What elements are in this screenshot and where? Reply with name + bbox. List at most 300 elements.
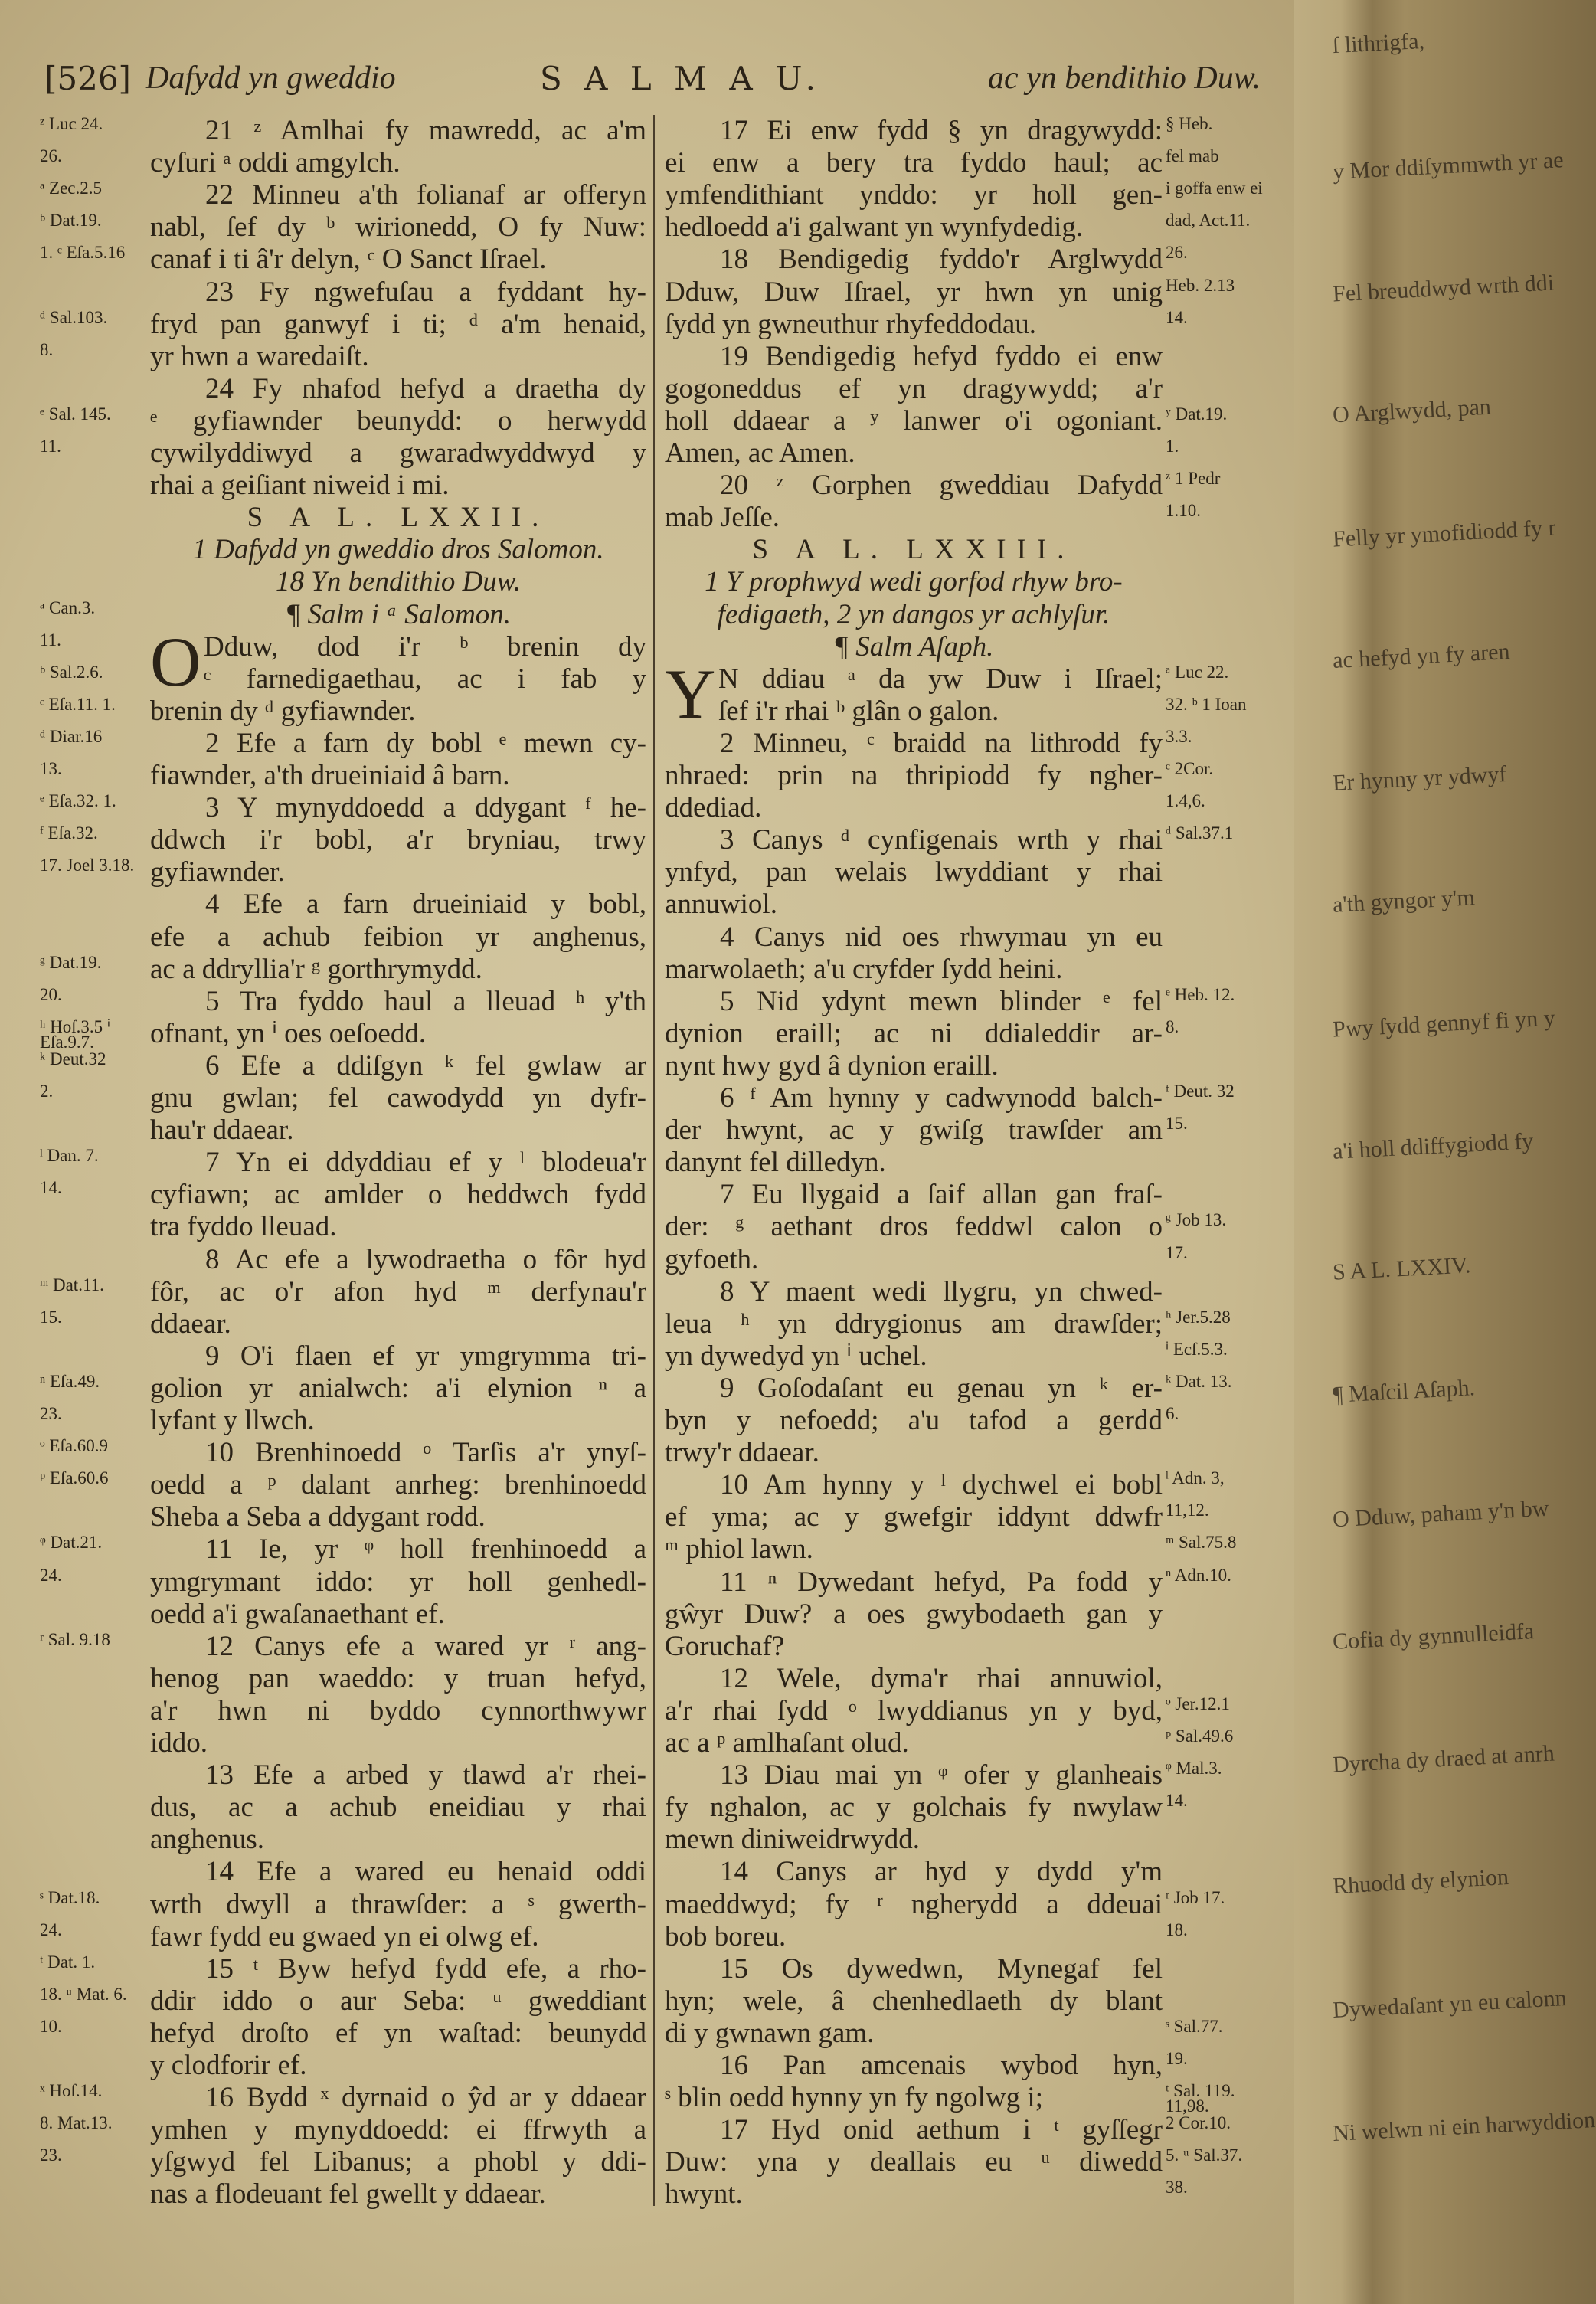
cross-reference-note: ᵗ Sal. 119. 11,98. bbox=[1166, 2081, 1235, 2116]
facing-page-text-fragment: Fel breuddwyd wrth ddi bbox=[1332, 270, 1555, 307]
line-text: 20 ᶻ Gorphen gweddiau Dafydd bbox=[720, 470, 1163, 502]
line-text: ei enw a bery tra fyddo haul; ac bbox=[665, 147, 1163, 179]
line-text: fryd pan ganwyf i ti; ᵈ a'm henaid, bbox=[150, 308, 646, 340]
line-text: 4 Efe a farn drueiniaid y bobl, bbox=[205, 889, 646, 921]
line-text: 5 Tra fyddo haul a lleuad ʰ y'th bbox=[205, 985, 646, 1017]
verse-line bbox=[665, 1533, 1163, 1566]
facing-page-text-fragment: y Mor ddiſymmwth yr ae bbox=[1332, 147, 1565, 185]
cross-reference-note: ⁿ Adn.10. bbox=[1166, 1565, 1231, 1585]
line-text: ddwch i'r bobl, a'r bryniau, trwy bbox=[150, 824, 646, 856]
verse-line bbox=[665, 1469, 1163, 1501]
line-text: 12 Wele, dyma'r rhai annuwiol, bbox=[720, 1662, 1163, 1694]
line-text: ynfyd, pan welais lwyddiant y rhai bbox=[665, 856, 1163, 889]
line-text: di y gwnawn gam. bbox=[665, 2017, 875, 2049]
verse-line bbox=[665, 728, 1163, 760]
line-text: ᵉ gyfiawnder beunydd: o herwydd bbox=[150, 404, 646, 437]
cross-reference-note: 15. bbox=[1166, 1114, 1188, 1134]
facing-page-text-fragment: Pwy ſydd gennyf fi yn y bbox=[1332, 1005, 1556, 1042]
line-text: ac a ddryllia'r ᵍ gorthrymydd. bbox=[150, 953, 482, 985]
line-text: 18 Yn bendithio Duw. bbox=[276, 566, 521, 598]
cross-reference-note: 14. bbox=[40, 1178, 62, 1198]
verse-line bbox=[665, 470, 1163, 502]
verse-line bbox=[665, 2178, 1163, 2211]
verse-line bbox=[665, 277, 1163, 309]
verse-line bbox=[150, 1953, 646, 1985]
verse-line bbox=[665, 1921, 1163, 1953]
facing-page-text-fragment: Cofia dy gynnulleidfa bbox=[1332, 1618, 1535, 1654]
line-text: ¶ Salm Aſaph. bbox=[833, 630, 994, 663]
line-text: ſef i'r rhai ᵇ glân o galon. bbox=[718, 695, 999, 727]
line-text: hwynt. bbox=[665, 2178, 743, 2211]
cross-reference-note: ʸ Dat.19. bbox=[1166, 404, 1228, 424]
line-text: a'r hwn ni byddo cynnorthwywr bbox=[150, 1694, 646, 1726]
cross-reference-note: 17. bbox=[1166, 1242, 1188, 1262]
cross-reference-note: 24. bbox=[40, 1565, 62, 1585]
line-text: maeddwyd; fy ʳ ngherydd a ddeuai bbox=[665, 1888, 1163, 1920]
verse-line bbox=[150, 2018, 646, 2050]
cross-reference-note: ᶠ Deut. 32 bbox=[1166, 1082, 1235, 1101]
line-text: gnu gwlan; fel cawodydd yn dyfr- bbox=[150, 1082, 646, 1114]
verse-line bbox=[665, 695, 1163, 728]
line-text: 9 O'i flaen ef yr ymgrymma tri- bbox=[205, 1340, 646, 1372]
line-text: hefyd droſto ef yn waſtad: beunydd bbox=[150, 2017, 646, 2049]
cross-reference-note: ʳ Sal. 9.18 bbox=[40, 1629, 110, 1649]
cross-reference-note: ᶻ Luc 24. bbox=[40, 114, 103, 133]
line-text: Goruchaf? bbox=[665, 1630, 785, 1662]
cross-reference-note: ᵖ Eſa.60.6 bbox=[40, 1468, 109, 1488]
line-text: 7 Yn ei ddyddiau ef y ˡ blodeua'r bbox=[205, 1147, 646, 1179]
line-text: 16 Pan amcenais wybod hyn, bbox=[720, 2050, 1163, 2081]
cross-reference-note: ᵠ Mal.3. bbox=[1166, 1759, 1222, 1779]
psalm-summary-line bbox=[150, 566, 646, 598]
line-text: trwy'r ddaear. bbox=[665, 1437, 819, 1469]
line-text: 17 Hyd onid aethum i ᵗ gyſſegr bbox=[720, 2114, 1163, 2146]
verse-line bbox=[150, 954, 646, 986]
line-text: ddediad. bbox=[665, 792, 762, 824]
verse-line bbox=[150, 1276, 646, 1308]
facing-page-text-fragment: O Arglwydd, pan bbox=[1332, 394, 1492, 428]
verse-line bbox=[665, 309, 1163, 341]
verse-line bbox=[665, 373, 1163, 405]
line-text: cywilyddiwyd a gwaradwyddwyd y bbox=[150, 437, 646, 469]
line-text: ddaear. bbox=[150, 1307, 231, 1340]
line-text: nabl, ſef dy ᵇ wirionedd, O fy Nuw: bbox=[150, 211, 646, 244]
cross-reference-note: ᶜ Eſa.11. 1. bbox=[40, 694, 116, 714]
verse-line bbox=[150, 1114, 646, 1147]
verse-line bbox=[150, 1501, 646, 1533]
line-text: ofnant, yn ⁱ oes oeſoedd. bbox=[150, 1017, 427, 1049]
line-text: mab Jeſſe. bbox=[665, 502, 780, 534]
line-text: 1 Dafydd yn gweddio dros Salomon. bbox=[192, 534, 604, 566]
verse-line bbox=[150, 1663, 646, 1695]
line-text: canaf i ti â'r delyn, ᶜ O Sanct Iſrael. bbox=[150, 244, 547, 276]
facing-page-text-fragment: Er hynny yr ydwyf bbox=[1332, 761, 1508, 796]
cross-reference-note: 5. ᵘ Sal.37. bbox=[1166, 2145, 1243, 2165]
verse-line bbox=[665, 1953, 1163, 1985]
line-text: 11 ⁿ Dywedant hefyd, Pa fodd y bbox=[720, 1566, 1163, 1598]
verse-line bbox=[665, 1695, 1163, 1727]
cross-reference-note: ᵍ Dat.19. bbox=[40, 952, 102, 972]
line-text: cyfiawn; ac amlder o heddwch fydd bbox=[150, 1179, 646, 1211]
line-text: 12 Canys efe a wared yr ʳ ang- bbox=[205, 1630, 646, 1662]
line-text: ¶ Salm i ᵃ Salomon. bbox=[285, 598, 512, 630]
line-text: ˢ blin oedd hynny yn fy ngolwg i; bbox=[665, 2082, 1043, 2114]
drop-cap: O bbox=[150, 622, 201, 701]
verse-line bbox=[150, 341, 646, 373]
verse-line bbox=[150, 1921, 646, 1953]
verse-line bbox=[150, 1631, 646, 1663]
line-text: 3 Canys ᵈ cynfigenais wrth y rhai bbox=[720, 824, 1163, 856]
verse-line bbox=[665, 437, 1163, 470]
line-text: yſgwyd fel Libanus; a phobl y ddi- bbox=[150, 2146, 646, 2178]
line-text: Sheba a Seba a ddygant rodd. bbox=[150, 1501, 486, 1533]
verse-line bbox=[150, 1599, 646, 1631]
verse-line bbox=[150, 1856, 646, 1888]
psalm-summary-line bbox=[150, 599, 646, 631]
verse-line bbox=[665, 1727, 1163, 1759]
line-text: gyfoeth. bbox=[665, 1243, 759, 1275]
verse-line bbox=[150, 211, 646, 244]
cross-reference-note: ᵐ Sal.75.8 bbox=[1166, 1533, 1237, 1553]
verse-line bbox=[150, 1759, 646, 1792]
line-text: Amen, ac Amen. bbox=[665, 437, 855, 469]
verse-line bbox=[150, 663, 646, 695]
line-text: lyfant y llwch. bbox=[150, 1405, 315, 1436]
line-text: bob boreu. bbox=[665, 1920, 787, 1952]
verse-line bbox=[150, 1985, 646, 2018]
verse-line bbox=[150, 1018, 646, 1050]
cross-reference-note: ᵃ Can.3. bbox=[40, 597, 96, 617]
facing-page-text-fragment: ſ lithrigfa, bbox=[1332, 28, 1425, 59]
line-text: der: ᵍ aethant dros feddwl calon o bbox=[665, 1211, 1163, 1243]
psalm-heading bbox=[150, 502, 646, 534]
verse-line bbox=[665, 1985, 1163, 2018]
cross-reference-note: ᵇ Sal.2.6. bbox=[40, 662, 103, 682]
cross-reference-note: ˣ Hoſ.14. bbox=[40, 2081, 103, 2101]
cross-reference-note: ᵈ Diar.16 bbox=[40, 726, 103, 746]
verse-line bbox=[150, 921, 646, 954]
line-text: 4 Canys nid oes rhwymau yn eu bbox=[720, 921, 1163, 953]
verse-line bbox=[665, 2114, 1163, 2146]
verse-line bbox=[665, 2082, 1163, 2114]
line-text: wrth dwyll a thrawſder: a ˢ gwerth- bbox=[150, 1888, 646, 1920]
verse-line bbox=[665, 1792, 1163, 1824]
line-text: ymfendithiant ynddo: yr holl gen- bbox=[665, 179, 1163, 211]
verse-line bbox=[665, 244, 1163, 276]
cross-reference-note: ⁿ Eſa.49. bbox=[40, 1371, 100, 1391]
verse-line bbox=[665, 1566, 1163, 1599]
psalm-summary-line bbox=[665, 599, 1163, 631]
cross-reference-note: 17. Joel 3.18. bbox=[40, 856, 135, 875]
line-text: danynt fel dilledyn. bbox=[665, 1147, 886, 1179]
verse-line bbox=[665, 405, 1163, 437]
verse-line bbox=[665, 1373, 1163, 1405]
cross-reference-note: ᶜ 2Cor. bbox=[1166, 759, 1214, 778]
line-text: 10 Brenhinoedd ᵒ Tarſis a'r ynyſ- bbox=[205, 1437, 646, 1469]
cross-reference-note: 6. bbox=[1166, 1404, 1179, 1423]
line-text: 15 Os dywedwn, Mynegaf fel bbox=[720, 1952, 1163, 1985]
line-text: ymgrymant iddo: yr holl genhedl- bbox=[150, 1566, 646, 1598]
line-text: ᶜ farnedigaethau, ac i fab y bbox=[204, 663, 646, 695]
verse-line bbox=[665, 1018, 1163, 1050]
cross-reference-note: ᵉ Eſa.32. 1. bbox=[40, 791, 116, 811]
cross-reference-note: 14. bbox=[1166, 307, 1188, 327]
psalm-summary-line bbox=[150, 534, 646, 566]
cross-reference-note: 18. bbox=[1166, 1919, 1188, 1939]
line-text: oedd a'i gwaſanaethant ef. bbox=[150, 1598, 445, 1630]
verse-line bbox=[150, 1244, 646, 1276]
cross-reference-note: 23. bbox=[40, 2145, 62, 2165]
verse-line bbox=[150, 405, 646, 437]
line-text: ac a ᵖ amlhaſant olud. bbox=[665, 1727, 909, 1759]
line-text: holl ddaear a ʸ lanwer o'i ogoniant. bbox=[665, 404, 1163, 437]
line-text: 13 Diau mai yn ᵠ ofer y glanheais bbox=[720, 1759, 1163, 1792]
cross-reference-note: ᵒ Jer.12.1 bbox=[1166, 1694, 1230, 1713]
cross-reference-note: ˡ Dan. 7. bbox=[40, 1146, 99, 1166]
line-text: rhai a geiſiant niweid i mi. bbox=[150, 470, 450, 502]
verse-line bbox=[150, 1533, 646, 1566]
cross-reference-note: 18. ᵘ Mat. 6. bbox=[40, 1984, 127, 2004]
verse-line bbox=[150, 2146, 646, 2178]
line-text: 2 Minneu, ᶜ braidd na lithrodd fy bbox=[720, 727, 1163, 759]
verse-line bbox=[665, 1050, 1163, 1082]
line-text: 14 Efe a wared eu henaid oddi bbox=[205, 1856, 646, 1888]
verse-line bbox=[665, 1276, 1163, 1308]
verse-line bbox=[665, 792, 1163, 824]
verse-line bbox=[150, 2114, 646, 2146]
verse-line bbox=[665, 1663, 1163, 1695]
verse-line bbox=[665, 2146, 1163, 2178]
verse-line bbox=[665, 824, 1163, 856]
cross-reference-note: § Heb. bbox=[1166, 114, 1213, 133]
line-text: hau'r ddaear. bbox=[150, 1114, 294, 1147]
line-text: 23 Fy ngwefuſau a fyddant hy- bbox=[205, 276, 646, 308]
verse-line bbox=[665, 502, 1163, 534]
line-text: 3 Y mynyddoedd a ddygant ᶠ he- bbox=[205, 792, 646, 824]
verse-line bbox=[150, 1695, 646, 1727]
verse-line bbox=[150, 1889, 646, 1921]
verse-line bbox=[150, 2082, 646, 2114]
line-text: gŵyr Duw? a oes gwybodaeth gan y bbox=[665, 1598, 1163, 1630]
drop-cap: Y bbox=[665, 654, 716, 733]
line-text: 16 Bydd ˣ dyrnaid o ŷd ar y ddaear bbox=[205, 2082, 646, 2114]
verse-line bbox=[150, 1179, 646, 1211]
cross-reference-note: ᵉ Sal. 145. bbox=[40, 404, 111, 424]
verse-line bbox=[150, 179, 646, 211]
verse-line bbox=[665, 1308, 1163, 1340]
line-text: byn y nefoedd; a'u tafod a gerdd bbox=[665, 1405, 1163, 1436]
line-text: 5 Nid ydynt mewn blinder ᵉ fel bbox=[720, 985, 1163, 1017]
line-text: nynt hwy gyd â dynion eraill. bbox=[665, 1049, 999, 1082]
line-text: dus, ac a achub eneidiau y rhai bbox=[150, 1792, 646, 1824]
cross-reference-note: ʳ Job 17. bbox=[1166, 1887, 1225, 1907]
verse-line bbox=[150, 309, 646, 341]
verse-line bbox=[150, 1373, 646, 1405]
line-text: oedd a ᵖ dalant anrheg: brenhinoedd bbox=[150, 1469, 646, 1501]
page-number: [526] bbox=[44, 60, 131, 97]
cross-reference-note: ᵃ Luc 22. bbox=[1166, 662, 1229, 682]
cross-reference-note: fel mab bbox=[1166, 146, 1219, 166]
line-text: ymhen y mynyddoedd: ei ffrwyth a bbox=[150, 2114, 646, 2146]
verse-line bbox=[150, 1340, 646, 1373]
line-text: gogoneddus ef yn dragywydd; a'r bbox=[665, 372, 1163, 404]
verse-line bbox=[665, 211, 1163, 244]
verse-line bbox=[150, 1792, 646, 1824]
cross-reference-note: ᵗ Dat. 1. bbox=[40, 1952, 96, 1972]
cross-reference-note: ᵍ Job 13. bbox=[1166, 1210, 1227, 1230]
line-text: fy nghalon, ac y golchais fy nwylaw bbox=[665, 1792, 1163, 1824]
cross-reference-note: dad, Act.11. bbox=[1166, 211, 1251, 231]
verse-line bbox=[665, 115, 1163, 147]
line-text: gyfiawnder. bbox=[150, 856, 285, 889]
verse-line bbox=[665, 2018, 1163, 2050]
line-text: 9 Goſodaſant eu genau yn ᵏ er- bbox=[720, 1372, 1163, 1404]
line-text: 1 Y prophwyd wedi gorfod rhyw bro- bbox=[705, 566, 1123, 598]
verse-line bbox=[665, 856, 1163, 889]
verse-line bbox=[150, 1824, 646, 1856]
line-text: marwolaeth; a'u cryfder ſydd heini. bbox=[665, 953, 1063, 985]
verse-line bbox=[150, 1082, 646, 1114]
line-text: 6 ᶠ Am hynny y cadwynodd balch- bbox=[720, 1082, 1163, 1114]
cross-reference-note: ᵒ Eſa.60.9 bbox=[40, 1436, 109, 1456]
verse-line bbox=[665, 341, 1163, 373]
cross-reference-note: 1.10. bbox=[1166, 501, 1201, 521]
cross-reference-note: 26. bbox=[1166, 243, 1188, 263]
cross-reference-note: ᵠ Dat.21. bbox=[40, 1533, 103, 1553]
verse-line bbox=[665, 1501, 1163, 1533]
cross-reference-note: 19. bbox=[1166, 2049, 1188, 2068]
line-text: Dduw, dod i'r ᵇ brenin dy bbox=[204, 630, 646, 663]
cross-reference-note: ᵇ Dat.19. bbox=[40, 211, 102, 231]
line-text: ef yma; ac y gwefgir iddynt ddwfr bbox=[665, 1501, 1163, 1533]
verse-line bbox=[150, 1437, 646, 1469]
line-text: efe a achub feibion yr anghenus, bbox=[150, 921, 646, 953]
line-text: ᵐ phiol lawn. bbox=[665, 1533, 813, 1566]
cross-reference-note: ˢ Sal.77. bbox=[1166, 2016, 1223, 2036]
verse-line bbox=[150, 695, 646, 728]
verse-line bbox=[665, 1114, 1163, 1147]
verse-line bbox=[150, 1469, 646, 1501]
line-text: henog pan waeddo: y truan hefyd, bbox=[150, 1662, 646, 1694]
cross-reference-note: ᵃ Zec.2.5 bbox=[40, 178, 103, 198]
line-text: Duw: yna y deallais eu ᵘ diwedd bbox=[665, 2146, 1163, 2178]
verse-line bbox=[665, 1824, 1163, 1856]
verse-line bbox=[665, 179, 1163, 211]
cross-reference-note: ⁱ Ecſ.5.3. bbox=[1166, 1339, 1228, 1359]
line-text: nas a flodeuant fel gwellt y ddaear. bbox=[150, 2178, 546, 2211]
cross-reference-note: i goffa enw ei bbox=[1166, 178, 1263, 198]
psalm-summary-line bbox=[665, 566, 1163, 598]
cross-reference-note: ᵏ Deut.32 bbox=[40, 1049, 106, 1069]
facing-page-text-fragment: Felly yr ymofidiodd fy r bbox=[1332, 515, 1557, 552]
verse-line bbox=[665, 1405, 1163, 1437]
verse-line bbox=[150, 889, 646, 921]
line-text: cyſuri ᵃ oddi amgylch. bbox=[150, 147, 401, 179]
verse-line bbox=[665, 1244, 1163, 1276]
line-text: 18 Bendigedig fyddo'r Arglwydd bbox=[720, 244, 1163, 276]
cross-reference-note: 2 Cor.10. bbox=[1166, 2113, 1231, 2133]
line-text: ſydd yn gwneuthur rhyfeddodau. bbox=[665, 308, 1037, 340]
line-text: 6 Efe a ddiſgyn ᵏ fel gwlaw ar bbox=[205, 1049, 646, 1082]
verse-line bbox=[150, 1566, 646, 1599]
line-text: Dduw, Duw Iſrael, yr hwn yn unig bbox=[665, 276, 1163, 308]
line-text: 14 Canys ar hyd y dydd y'm bbox=[720, 1856, 1163, 1888]
line-text: hedloedd a'i galwant yn wynfydedig. bbox=[665, 211, 1084, 244]
line-text: 8 Ac efe a lywodraetha o fôr hyd bbox=[205, 1243, 646, 1275]
line-text: 19 Bendigedig hefyd fyddo ei enw bbox=[720, 340, 1163, 372]
facing-page-text-fragment: ¶ Maſcil Aſaph. bbox=[1332, 1375, 1476, 1408]
verse-line bbox=[665, 889, 1163, 921]
cross-reference-note: 24. bbox=[40, 1919, 62, 1939]
line-text: iddo. bbox=[150, 1727, 208, 1759]
cross-reference-note: 38. bbox=[1166, 2178, 1188, 2198]
line-text: S A L. LXXIII. bbox=[752, 534, 1075, 566]
line-text: 15 ᵗ Byw hefyd fydd efe, a rho- bbox=[205, 1952, 646, 1985]
running-head-left: Dafydd yn gweddio bbox=[146, 61, 396, 96]
verse-line bbox=[150, 1050, 646, 1082]
verse-line bbox=[665, 1631, 1163, 1663]
verse-line bbox=[665, 1856, 1163, 1888]
cross-reference-note: 3.3. bbox=[1166, 726, 1192, 746]
facing-page-text-fragment: S A L. LXXIV. bbox=[1332, 1252, 1472, 1285]
line-text: 22 Minneu a'th folianaf ar offeryn bbox=[205, 179, 646, 211]
line-text: annuwiol. bbox=[665, 889, 777, 921]
cross-reference-note: ᵈ Sal.103. bbox=[40, 307, 108, 327]
facing-page-text-fragment: O Dduw, paham y'n bw bbox=[1332, 1495, 1550, 1533]
verse-line bbox=[665, 954, 1163, 986]
verse-line bbox=[665, 147, 1163, 179]
line-text: 11 Ie, yr ᵠ holl frenhinoedd a bbox=[205, 1533, 646, 1566]
cross-reference-note: ʰ Hoſ.3.5 ⁱ Eſa.9.7. bbox=[40, 1016, 110, 1052]
line-text: hyn; wele, â chenhedlaeth dy blant bbox=[665, 1985, 1163, 2017]
book-title: S A L M A U. bbox=[540, 60, 822, 97]
line-text: fiawnder, a'th drueiniaid â barn. bbox=[150, 760, 510, 791]
verse-line bbox=[150, 728, 646, 760]
cross-reference-note: 1. ᶜ Eſa.5.16 bbox=[40, 243, 126, 263]
facing-page-text-fragment: Dywedaſant yn eu calonn bbox=[1332, 1985, 1568, 2023]
cross-reference-note: Heb. 2.13 bbox=[1166, 275, 1235, 295]
verse-line bbox=[150, 792, 646, 824]
cross-reference-note: ˢ Dat.18. bbox=[40, 1887, 100, 1907]
cross-reference-note: 10. bbox=[40, 2016, 62, 2036]
line-text: 10 Am hynny y ˡ dychwel ei bobl bbox=[720, 1469, 1163, 1501]
verse-line bbox=[150, 115, 646, 147]
verse-line bbox=[665, 1211, 1163, 1243]
line-text: der hwynt, ac y gwiſg trawſder am bbox=[665, 1114, 1163, 1147]
line-text: ddir iddo o aur Seba: ᵘ gweddiant bbox=[150, 1985, 646, 2017]
facing-page-text-fragment: a'th gyngor y'm bbox=[1332, 885, 1476, 918]
verse-line bbox=[150, 147, 646, 179]
line-text: N ddiau ᵃ da yw Duw i Iſrael; bbox=[718, 663, 1163, 695]
line-text: mewn diniweidrwydd. bbox=[665, 1824, 920, 1856]
verse-line bbox=[150, 986, 646, 1018]
verse-line bbox=[150, 277, 646, 309]
verse-line bbox=[150, 373, 646, 405]
line-text: fawr fydd eu gwaed yn ei olwg ef. bbox=[150, 1920, 539, 1952]
line-text: brenin dy ᵈ gyfiawnder. bbox=[150, 695, 416, 727]
cross-reference-note: 2. bbox=[40, 1082, 54, 1101]
line-text: 13 Efe a arbed y tlawd a'r rhei- bbox=[205, 1759, 646, 1792]
facing-page-text-fragment: Dyrcha dy draed at anrh bbox=[1332, 1740, 1555, 1778]
line-text: fedigaeth, 2 yn dangos yr achlyſur. bbox=[717, 598, 1110, 630]
cross-reference-note: ˡ Adn. 3, bbox=[1166, 1468, 1225, 1488]
cross-reference-note: 1.4,6. bbox=[1166, 791, 1205, 811]
verse-line bbox=[665, 1437, 1163, 1469]
line-text: 24 Fy nhafod hefyd a draetha dy bbox=[205, 372, 646, 404]
cross-reference-note: 14. bbox=[1166, 1791, 1188, 1811]
cross-reference-note: 8. bbox=[40, 339, 54, 359]
verse-line bbox=[150, 1211, 646, 1243]
